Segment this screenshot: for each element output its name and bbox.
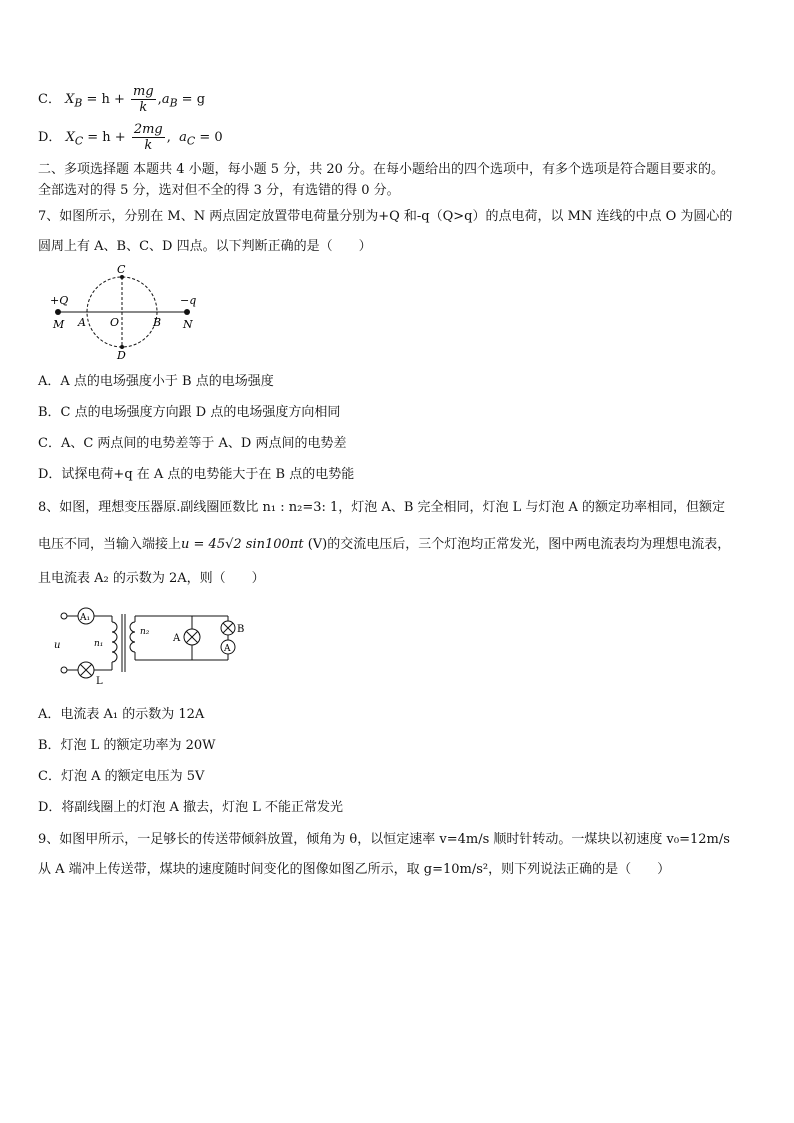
label-b: B <box>153 316 162 329</box>
q8-stem-line1: 8、如图，理想变压器原.副线圈匝数比 n₁ : n₂=3: 1，灯泡 A、B 完全相同，灯泡 L 与灯泡 A 的额定功率相同，但额定 <box>38 500 726 515</box>
label-n: N <box>183 318 193 331</box>
q9-stem-line1: 9、如图甲所示，一足够长的传送带倾斜放置，倾角为 θ，以恒定速率 v=4m/s 顺时针转动。一煤块以初速度 v₀=12m/s <box>38 832 730 847</box>
label-a: A <box>78 316 86 329</box>
q6-option-d: D． $X_C = h$ + $\frac{2mg}{k}$ , $a_C = 0$ <box>38 122 223 153</box>
q8-circuit-figure <box>50 604 250 688</box>
q7-stem-line2: 圆周上有 A、B、C、D 四点。以下判断正确的是（ ） <box>38 239 372 254</box>
label-minus-q: −q <box>180 294 197 307</box>
charge-n-point <box>184 309 190 315</box>
label-d: D <box>117 349 126 362</box>
q8-option-b: B．灯泡 L 的额定功率为 20W <box>38 738 216 753</box>
q7-stem-line1: 7、如图所示，分别在 M、N 两点固定放置带电荷量分别为+Q 和-q（Q>q）的点电荷，以 MN 连线的中点 O 为圆心的 <box>38 209 733 224</box>
q8-option-a: A．电流表 A₁ 的示数为 12A <box>38 707 205 722</box>
fraction: $\frac{mg}{k}$ <box>133 84 154 115</box>
label-o: O <box>110 316 120 329</box>
q7-figure <box>40 262 210 362</box>
svg-text:A₁: A₁ <box>80 613 91 623</box>
q8-stem-line3: 且电流表 A₂ 的示数为 2A，则（ ） <box>38 571 265 586</box>
q7-option-c: C．A、C 两点间的电势差等于 A、D 两点间的电势差 <box>38 436 347 451</box>
svg-text:n₂: n₂ <box>140 627 150 637</box>
q8-option-c: C．灯泡 A 的额定电压为 5V <box>38 769 205 784</box>
svg-text:n₁: n₁ <box>94 639 104 649</box>
var-x: X <box>65 92 75 107</box>
q9-stem-line2: 从 A 端冲上传送带，煤块的速度随时间变化的图像如图乙所示，取 g=10m/s²，则下列说法正确的是（ ） <box>38 862 671 877</box>
svg-text:u: u <box>54 640 61 651</box>
charge-m-point <box>55 309 61 315</box>
q8-stem-line2: 电压不同，当输入端接上u = 45√2 sin100πt (V)的交流电压后，三个灯泡均正常发光，图中两电流表均为理想电流表， <box>38 537 731 552</box>
q7-option-a: A．A 点的电场强度小于 B 点的电场强度 <box>38 374 274 389</box>
q8-option-d: D．将副线圈上的灯泡 A 撤去，灯泡 L 不能正常发光 <box>38 800 343 815</box>
q7-option-d: D．试探电荷+q 在 A 点的电势能大于在 B 点的电势能 <box>38 467 355 482</box>
label-m: M <box>53 318 65 331</box>
label-c: C <box>117 263 126 276</box>
q7-option-b: B．C 点的电场强度方向跟 D 点的电场强度方向相同 <box>38 405 341 420</box>
svg-text:B: B <box>237 624 245 635</box>
fraction: $\frac{2mg}{k}$ <box>133 122 163 153</box>
svg-text:L: L <box>96 676 103 687</box>
section2-heading: 二、多项选择题 本题共 4 小题，每小题 5 分，共 20 分。在每小题给出的四个选项中，有多个选项是符合题目要求的。 <box>38 162 725 177</box>
section2-heading-cont: 全部选对的得 5 分，选对但不全的得 3 分，有选错的得 0 分。 <box>38 183 400 198</box>
svg-text:A: A <box>224 644 231 654</box>
q6-option-c: C． $X_B = h$ + $\frac{mg}{k}$ $,a_B = g$ <box>38 84 206 115</box>
label-plus-q: +Q <box>50 294 69 307</box>
q8-voltage-formula: u = 45√2 sin100πt <box>181 537 304 552</box>
svg-text:A: A <box>173 633 181 644</box>
